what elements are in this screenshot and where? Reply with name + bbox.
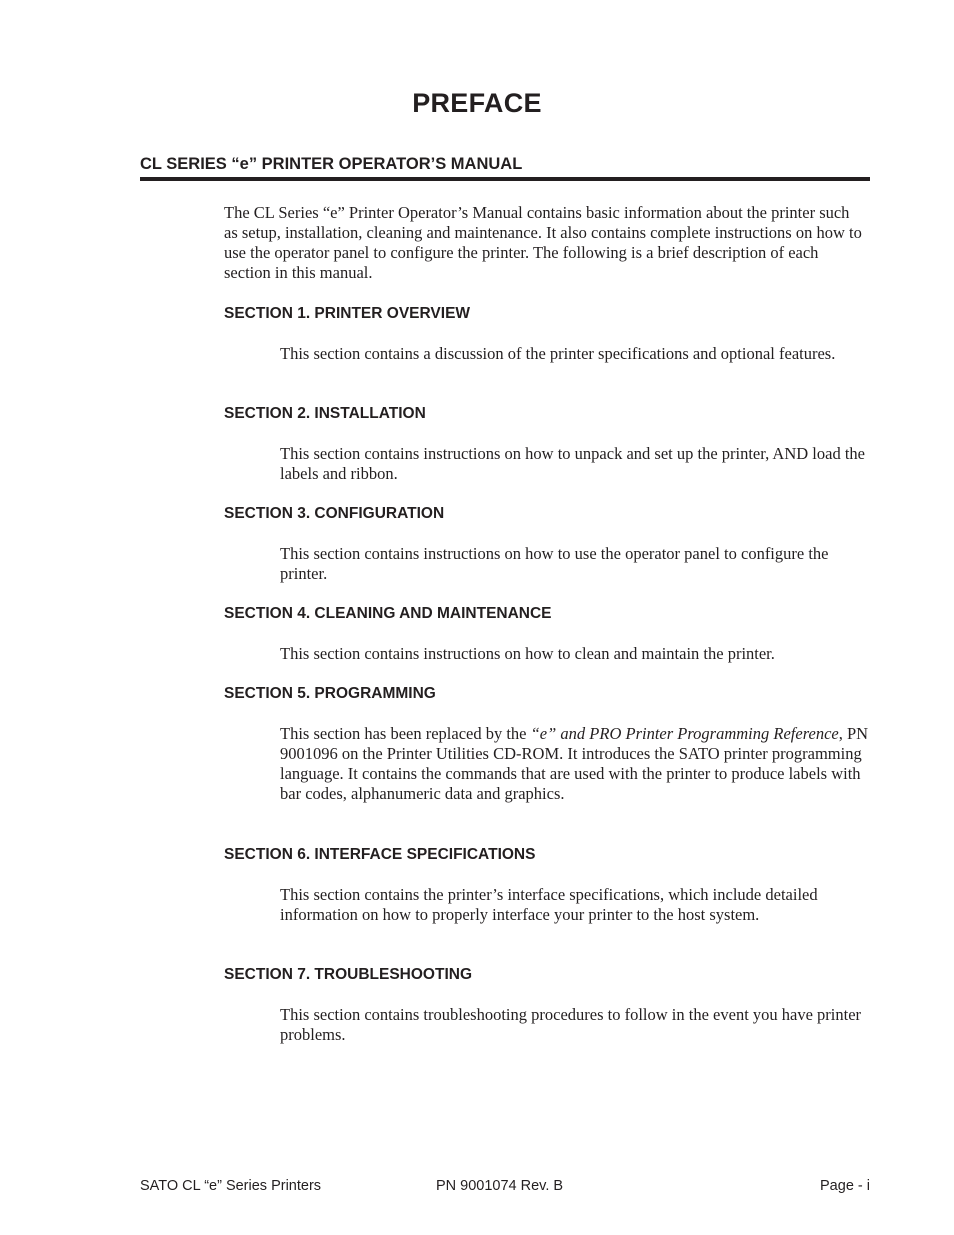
section-4-heading: SECTION 4. CLEANING AND MAINTENANCE [224,605,552,622]
heading-rule [140,177,870,181]
section-6-heading: SECTION 6. INTERFACE SPECIFICATIONS [224,846,536,863]
section-7-body: This section contains troubleshooting procedures to follow in the event you have printer problems. [280,1005,862,1044]
section-1-body: This section contains a discussion of the printer specifications and optional features. [280,344,836,363]
section-5-body-prefix: This section has been replaced by the [280,724,531,743]
section-3-heading: SECTION 3. CONFIGURATION [224,505,445,522]
section-2-heading: SECTION 2. INSTALLATION [224,405,426,422]
footer-page-number: Page - i [820,1178,870,1194]
section-7-heading: SECTION 7. TROUBLESHOOTING [224,966,473,983]
page-title: PREFACE [412,88,542,118]
section-1-heading: SECTION 1. PRINTER OVERVIEW [224,305,471,322]
section-5-body-italic: “e” and PRO Printer Programming Reference [530,724,839,743]
section-6-body: This section contains the printer’s interface specifications, which include detailed information on how to properly interface your printer to the host system. [280,885,818,924]
manual-heading: CL SERIES “e” PRINTER OPERATOR’S MANUAL [140,155,523,173]
section-3-body: This section contains instructions on how to use the operator panel to configure the printer. [280,544,829,583]
intro-paragraph: The CL Series “e” Printer Operator’s Manual contains basic information about the printer such as setup, installation, cleaning and maintenance. It also contains complete instructions on how to use the operator panel to configure the printer. The following is a brief description of each section in this manual. [224,203,862,282]
footer-part-number: PN 9001074 Rev. B [436,1178,564,1194]
section-2-body: This section contains instructions on how to unpack and set up the printer, AND load the labels and ribbon. [280,444,865,483]
footer-product-name: SATO CL “e” Series Printers [140,1178,322,1194]
section-5-heading: SECTION 5. PROGRAMMING [224,685,436,702]
section-4-body: This section contains instructions on how to clean and maintain the printer. [280,644,775,663]
section-5-body-suffix: , PN 9001096 on the Printer Utilities CD-ROM. It introduces the SATO printer programming language. It contains the commands that are used with the printer to produce labels with bar codes, alphanumeric data and graphics. [280,724,869,803]
section-5-body [280,724,870,804]
